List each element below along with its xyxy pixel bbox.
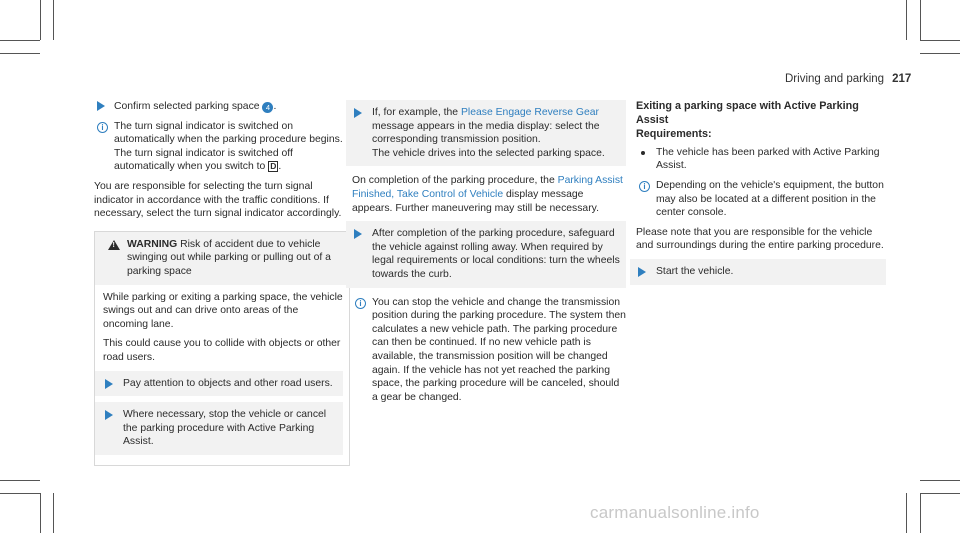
crop-mark <box>920 480 960 481</box>
step-text: Pay attention to objects and other road users. <box>123 377 333 389</box>
step-result: The vehicle drives into the selected parking space. <box>372 147 605 159</box>
para-text: display message appears. Further maneuvering may still be necessary. <box>352 188 599 214</box>
section-title: Driving and parking <box>785 73 885 85</box>
step-text: message appears in the media display: select the corresponding transmission position. <box>372 120 600 146</box>
page-header <box>785 73 911 87</box>
info-icon: i <box>355 297 366 311</box>
crop-mark <box>40 493 41 533</box>
warning-title: Risk of accident due to vehicle swinging out while parking or pulling out of a parking space <box>127 238 331 277</box>
step-arrow-icon <box>354 229 362 244</box>
crop-mark <box>906 0 907 40</box>
step-arrow-icon <box>638 267 646 282</box>
crop-mark <box>920 40 960 41</box>
step-text: If, for example, the <box>372 107 459 118</box>
crop-mark <box>920 0 921 40</box>
crop-mark <box>0 493 40 494</box>
requirement-item <box>636 146 886 173</box>
warning-triangle-icon <box>108 240 120 250</box>
step-text: Start the vehicle. <box>656 265 734 277</box>
requirements-label: Requirements: <box>636 128 712 141</box>
column-1 <box>94 100 350 466</box>
crop-mark <box>920 493 960 494</box>
section-heading: Exiting a parking space with Active Parking Assist <box>636 100 859 126</box>
step-arrow-icon <box>97 101 105 116</box>
crop-mark <box>0 53 40 54</box>
warning-step-1 <box>95 371 343 397</box>
info-icon: i <box>639 180 650 194</box>
step-arrow-icon <box>105 410 113 425</box>
crop-mark <box>920 493 921 533</box>
paragraph-responsibility: You are responsible for selecting the turn signal indicator in accordance with the traffic conditions. If necessary, select the turn signal indicator accordingly. <box>94 180 342 220</box>
callout-badge: 4 <box>262 102 273 113</box>
note-button-location <box>636 179 886 220</box>
note-text: The turn signal indicator is switched on automatically when the parking procedure begins. The turn signal indicator is switched off automatically when you switch to <box>114 120 343 173</box>
warning-header <box>95 232 349 285</box>
warning-box <box>94 231 350 466</box>
note-transmission <box>352 296 626 405</box>
bullet-text: The vehicle has been parked with Active Parking Assist. <box>656 146 880 172</box>
step-safeguard <box>346 221 626 287</box>
note-turn-signal: i The turn signal indicator is switched on automatically when the parking procedure begins. The turn signal indicator is switched off automatically when you switch to D . <box>94 120 350 174</box>
step-text: Confirm selected parking space <box>114 101 260 112</box>
display-message: Parking Assist Finished, Take Control of Vehicle <box>352 175 623 200</box>
step-text: Where necessary, stop the vehicle or cancel the parking procedure with Active Parking Assist. <box>123 409 327 448</box>
step-reverse-gear <box>346 100 626 166</box>
crop-mark <box>0 40 40 41</box>
crop-mark <box>0 480 40 481</box>
page-number: 217 <box>892 73 912 85</box>
bullet-dot-icon <box>641 151 645 155</box>
warning-text-1: While parking or exiting a parking space, the vehicle swings out and can drive onto areas of the oncoming lane. <box>103 291 343 330</box>
column-2 <box>352 100 626 410</box>
crop-mark <box>40 0 41 40</box>
step-confirm-space: Confirm selected parking space 4 . <box>94 100 350 114</box>
column-3 <box>636 100 886 293</box>
info-icon: i <box>97 121 108 135</box>
warning-label: WARNING <box>127 238 178 250</box>
warning-text-2: This could cause you to collide with objects or other road users. <box>103 338 341 363</box>
crop-mark <box>920 53 960 54</box>
display-message: Please Engage Reverse Gear <box>460 107 599 118</box>
step-start-vehicle <box>630 259 886 285</box>
crop-mark <box>53 0 54 40</box>
step-arrow-icon <box>354 108 362 123</box>
paragraph-completion <box>352 174 626 215</box>
note-text: Depending on the vehicle's equipment, the button may also be located at a different position in the center console. <box>656 179 884 219</box>
para-text: On completion of the parking procedure, the <box>352 175 555 187</box>
note-text: You can stop the vehicle and change the transmission position during the parking procedure. The system then calculates a new vehicle path. The parking procedure can then be continued. If no new vehicle path is available, the transmission position will be changed again. If the vehicle has not yet reached the parking space, the parking procedure will be canceled, should a gear be changed. <box>372 296 626 403</box>
crop-mark <box>906 493 907 533</box>
warning-step-2 <box>95 402 343 455</box>
step-text: After completion of the parking procedure, safeguard the vehicle against rolling away. When required by legal requirements or local conditions: turn the wheels towards the curb. <box>372 228 620 280</box>
drive-position-icon: D <box>270 161 277 172</box>
watermark: carmanualsonline.info <box>590 503 760 522</box>
paragraph-responsibility: Please note that you are responsible for the vehicle and surroundings during the entire parking procedure. <box>636 226 884 252</box>
warning-body <box>95 285 349 465</box>
step-arrow-icon <box>105 379 113 394</box>
crop-mark <box>53 493 54 533</box>
